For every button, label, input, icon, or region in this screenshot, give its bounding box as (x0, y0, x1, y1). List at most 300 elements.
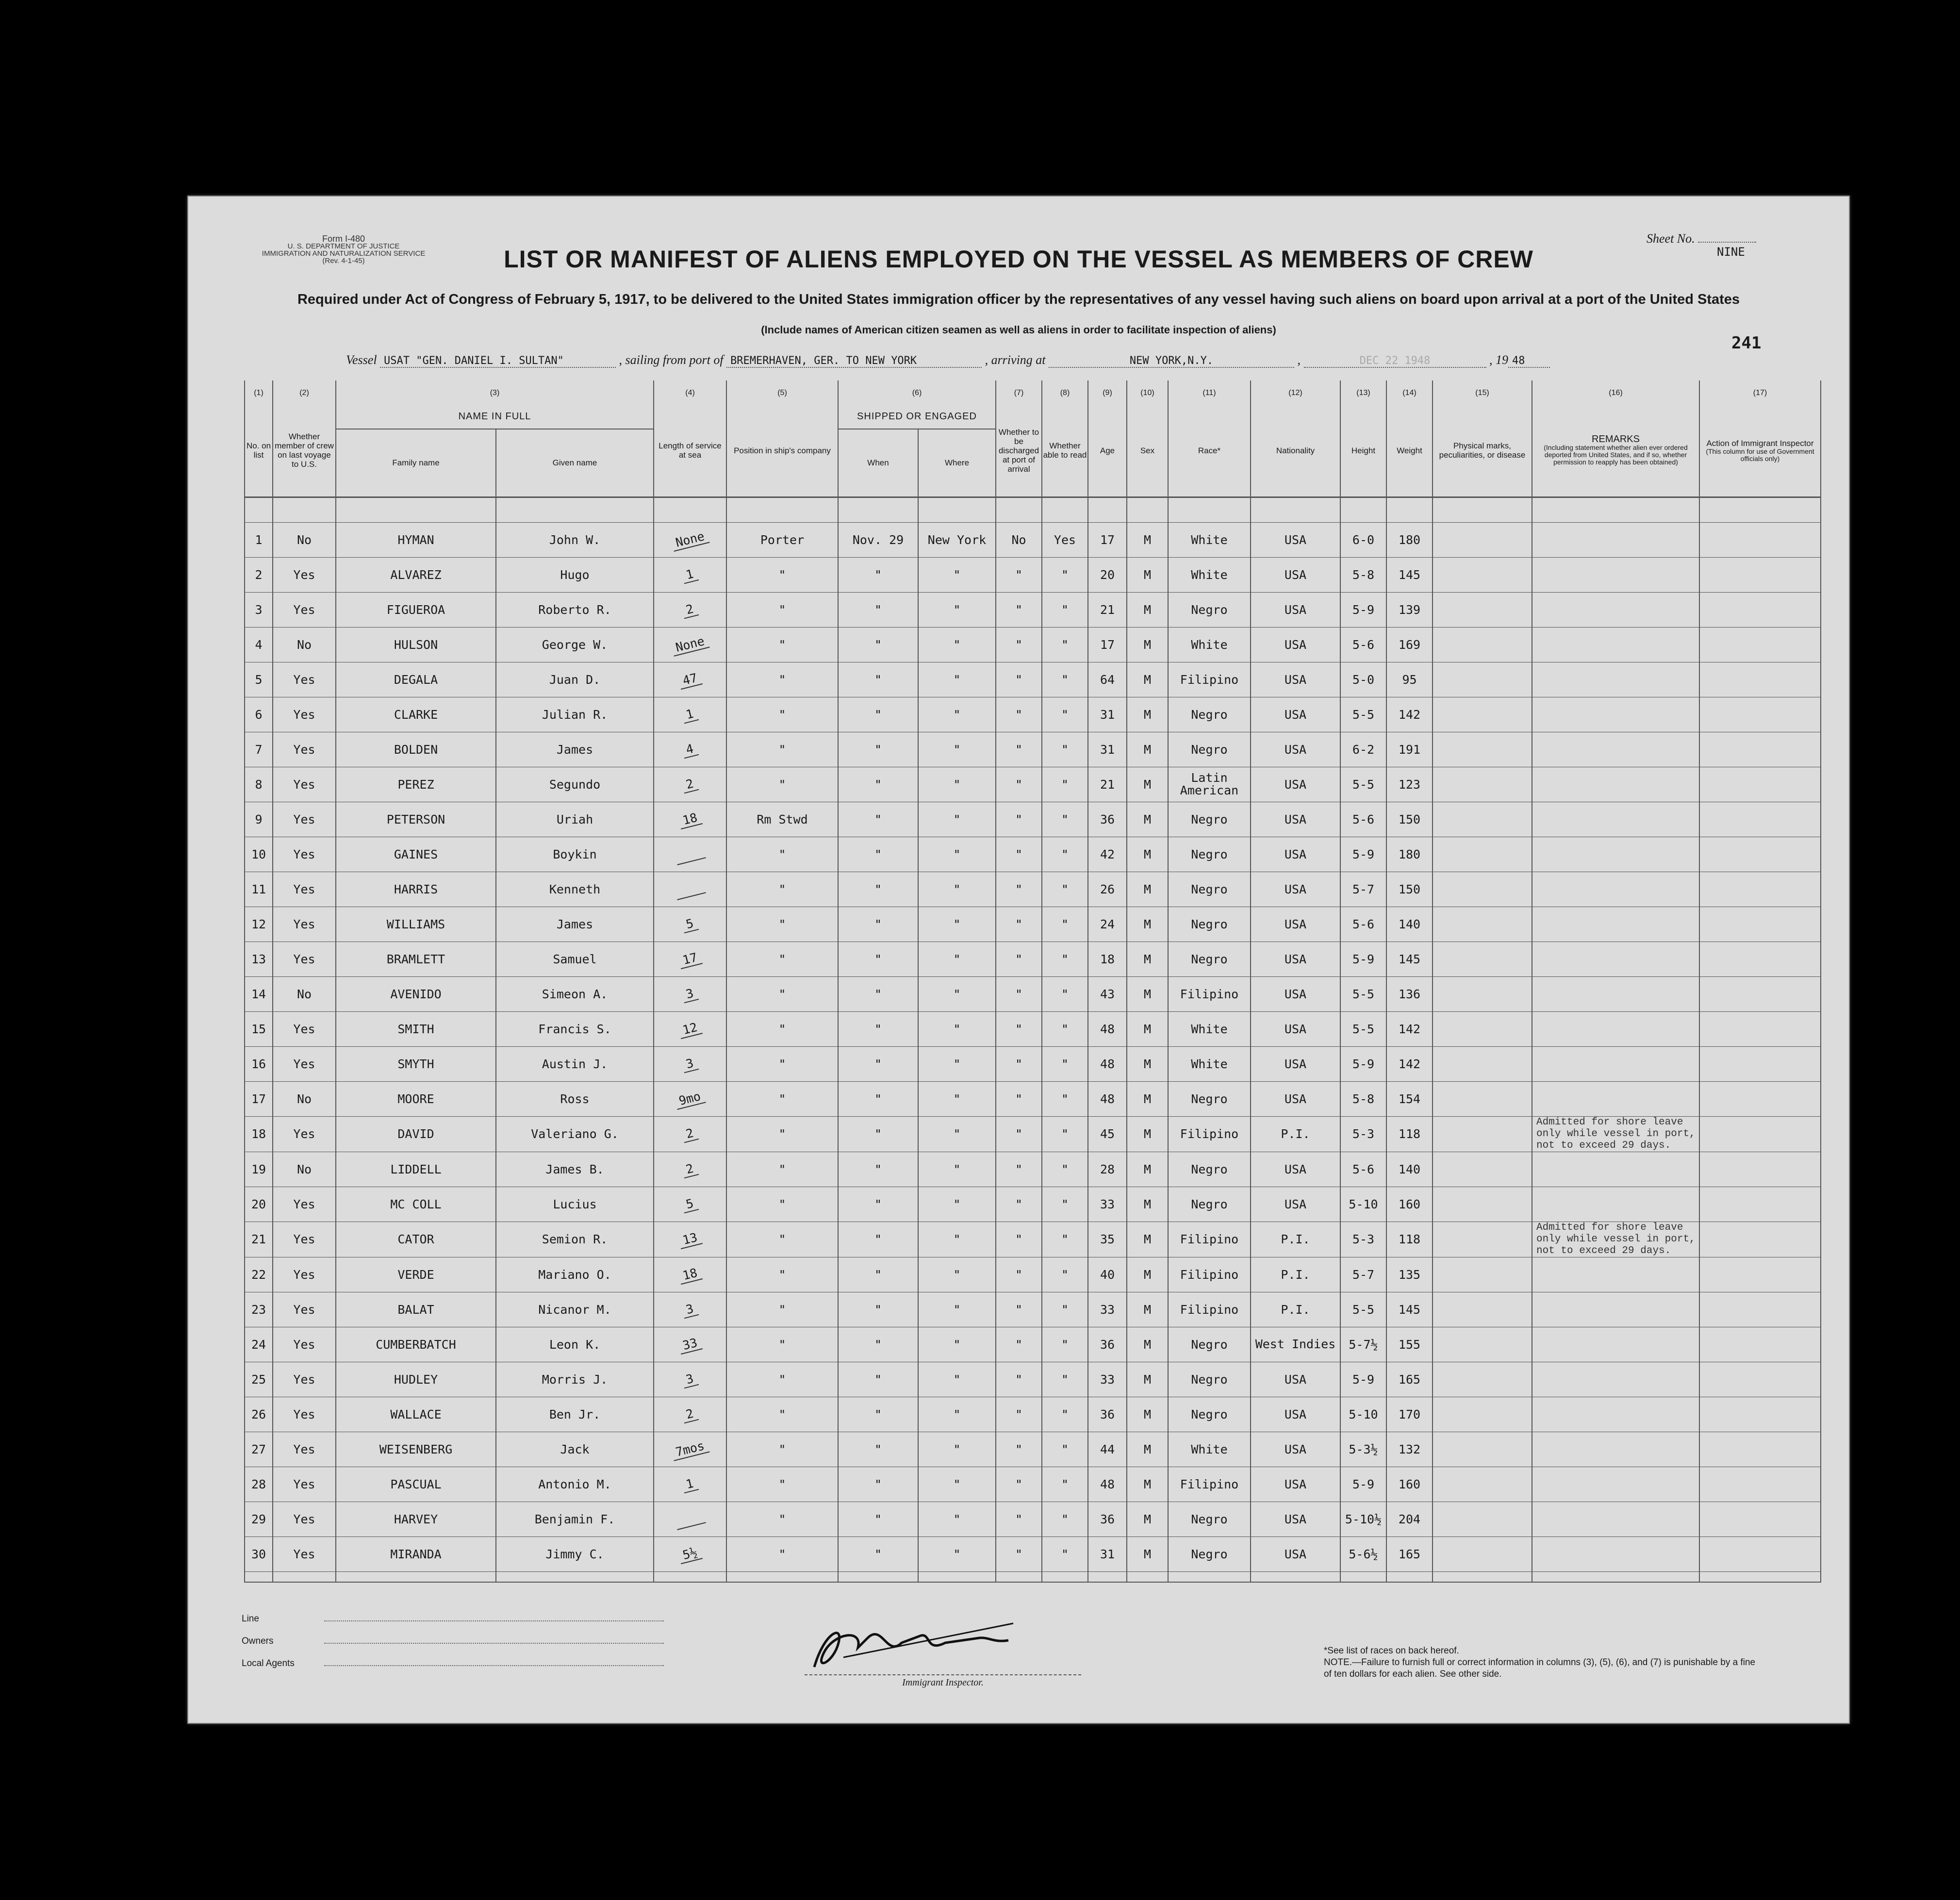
crew-row (245, 1362, 1821, 1397)
cell-no: 3 (245, 592, 273, 627)
cell-weight: 180 (1386, 837, 1433, 872)
cell-action (1699, 557, 1821, 592)
cell-discharged: " (996, 1397, 1042, 1432)
cell-physical (1433, 1046, 1532, 1081)
cell-weight: 145 (1386, 942, 1433, 976)
cell-action (1699, 942, 1821, 976)
cell-no: 6 (245, 697, 273, 732)
crew-row (245, 1011, 1821, 1046)
crew-row (245, 732, 1821, 767)
cell-nationality: P.I. (1251, 1257, 1340, 1292)
races-note: *See list of races on back hereof. (1324, 1646, 1459, 1656)
sheet-number-label: Sheet No. (1647, 231, 1756, 246)
cell-read: " (1042, 942, 1088, 976)
cell-no: 7 (245, 732, 273, 767)
cell-member: Yes (273, 1046, 336, 1081)
cell-physical (1433, 1537, 1532, 1571)
cell-position: " (726, 942, 838, 976)
cell-discharged: " (996, 1011, 1042, 1046)
cell-family: HARRIS (336, 872, 496, 907)
cell-nationality: USA (1251, 1467, 1340, 1502)
cell-nationality: P.I. (1251, 1116, 1340, 1152)
form-revision: (Rev. 4-1-45) (322, 257, 365, 265)
col-num-2: (2) (273, 380, 336, 405)
header-remarks (1532, 405, 1699, 497)
cell-read: " (1042, 1502, 1088, 1537)
cell-remarks (1532, 976, 1699, 1011)
cell-race: White (1168, 1046, 1251, 1081)
cell-nationality: USA (1251, 837, 1340, 872)
cell-member: Yes (273, 1502, 336, 1537)
cell-action (1699, 907, 1821, 942)
cell-position: " (726, 1187, 838, 1222)
cell-position: " (726, 1432, 838, 1467)
crew-row (245, 1537, 1821, 1571)
cell-physical (1433, 627, 1532, 662)
cell-remarks (1532, 802, 1699, 837)
cell-sex: M (1127, 1011, 1168, 1046)
cell-remarks (1532, 837, 1699, 872)
cell-weight: 140 (1386, 907, 1433, 942)
cell-discharged: " (996, 907, 1042, 942)
cell-action (1699, 1502, 1821, 1537)
cell-physical (1433, 1502, 1532, 1537)
cell-discharged: " (996, 767, 1042, 802)
action-title: Action of Immigrant Inspector (1706, 438, 1814, 448)
header-member: Whether member of crew on last voyage to U.S. (273, 405, 336, 497)
cell-weight: 204 (1386, 1502, 1433, 1537)
cell-length: 2 (654, 1152, 726, 1187)
cell-read: " (1042, 1537, 1088, 1571)
stamp-number: 241 (1731, 333, 1762, 353)
cell-when: " (838, 1432, 918, 1467)
crew-row (245, 1467, 1821, 1502)
cell-weight: 142 (1386, 697, 1433, 732)
cell-weight: 165 (1386, 1362, 1433, 1397)
cell-sex: M (1127, 732, 1168, 767)
cell-where: " (918, 942, 996, 976)
cell-family: HUDLEY (336, 1362, 496, 1397)
cell-when: " (838, 1046, 918, 1081)
cell-length (654, 837, 726, 872)
cell-remarks (1532, 942, 1699, 976)
cell-family: PASCUAL (336, 1467, 496, 1502)
cell-race: Negro (1168, 1502, 1251, 1537)
cell-race: Negro (1168, 837, 1251, 872)
cell-length: 3 (654, 976, 726, 1011)
cell-discharged: " (996, 627, 1042, 662)
cell-no: 24 (245, 1327, 273, 1362)
cell-age: 48 (1088, 1046, 1127, 1081)
cell-weight: 150 (1386, 872, 1433, 907)
cell-when: " (838, 732, 918, 767)
cell-height: 6-0 (1340, 522, 1386, 557)
cell-given: Antonio M. (496, 1467, 654, 1502)
cell-physical (1433, 697, 1532, 732)
cell-member: Yes (273, 1327, 336, 1362)
cell-action (1699, 522, 1821, 557)
cell-race: Filipino (1168, 1467, 1251, 1502)
cell-age: 18 (1088, 942, 1127, 976)
cell-sex: M (1127, 837, 1168, 872)
cell-age: 31 (1088, 1537, 1127, 1571)
manifest-sheet (187, 196, 1850, 1724)
cell-length: 5 (654, 907, 726, 942)
cell-action (1699, 627, 1821, 662)
inspector-signature (785, 1614, 1096, 1682)
cell-length: 47 (654, 662, 726, 697)
cell-weight: 180 (1386, 522, 1433, 557)
cell-given: Nicanor M. (496, 1292, 654, 1327)
cell-race: Filipino (1168, 662, 1251, 697)
cell-remarks (1532, 1327, 1699, 1362)
cell-when: " (838, 557, 918, 592)
cell-position: " (726, 1537, 838, 1571)
cell-length: 12 (654, 1011, 726, 1046)
cell-given: Benjamin F. (496, 1502, 654, 1537)
cell-action (1699, 1116, 1821, 1152)
cell-no: 12 (245, 907, 273, 942)
cell-given: James (496, 907, 654, 942)
cell-age: 31 (1088, 697, 1127, 732)
cell-race: White (1168, 627, 1251, 662)
cell-nationality: USA (1251, 976, 1340, 1011)
cell-nationality: USA (1251, 1152, 1340, 1187)
cell-remarks (1532, 1467, 1699, 1502)
cell-weight: 145 (1386, 1292, 1433, 1327)
crew-row (245, 1116, 1821, 1152)
cell-position: " (726, 1502, 838, 1537)
header-height: Height (1340, 405, 1386, 497)
cell-height: 5-6½ (1340, 1537, 1386, 1571)
remark-shore-leave: Admitted for shore leave only while vessel in port, not to exceed 29 days. (1536, 1116, 1696, 1151)
cell-read: " (1042, 1397, 1088, 1432)
cell-discharged: " (996, 1467, 1042, 1502)
cell-member: Yes (273, 1362, 336, 1397)
cell-physical (1433, 1081, 1532, 1116)
cell-action (1699, 1432, 1821, 1467)
cell-sex: M (1127, 976, 1168, 1011)
cell-family: PETERSON (336, 802, 496, 837)
cell-when: " (838, 1397, 918, 1432)
crew-row (245, 802, 1821, 837)
cell-race: Filipino (1168, 976, 1251, 1011)
cell-discharged: " (996, 557, 1042, 592)
cell-physical (1433, 1432, 1532, 1467)
cell-length: None (654, 627, 726, 662)
cell-weight: 150 (1386, 802, 1433, 837)
cell-remarks (1532, 1011, 1699, 1046)
cell-physical (1433, 1397, 1532, 1432)
header-where: Where (918, 429, 996, 497)
cell-position: " (726, 976, 838, 1011)
cell-discharged: " (996, 837, 1042, 872)
cell-weight: 169 (1386, 627, 1433, 662)
cell-length: 17 (654, 942, 726, 976)
cell-no: 2 (245, 557, 273, 592)
remarks-title: REMARKS (1592, 434, 1640, 445)
cell-height: 5-8 (1340, 557, 1386, 592)
cell-where: " (918, 1397, 996, 1432)
cell-discharged: " (996, 592, 1042, 627)
cell-member: Yes (273, 907, 336, 942)
cell-weight: 165 (1386, 1537, 1433, 1571)
cell-length: 7mos (654, 1432, 726, 1467)
cell-where: " (918, 1432, 996, 1467)
cell-nationality: USA (1251, 1502, 1340, 1537)
cell-remarks (1532, 1257, 1699, 1292)
cell-remarks (1532, 1152, 1699, 1187)
cell-when: " (838, 1187, 918, 1222)
cell-age: 28 (1088, 1152, 1127, 1187)
cell-position: " (726, 1467, 838, 1502)
cell-when: " (838, 1362, 918, 1397)
cell-when: " (838, 1152, 918, 1187)
remark-shore-leave: Admitted for shore leave only while vessel in port, not to exceed 29 days. (1536, 1222, 1696, 1256)
crew-row (245, 1081, 1821, 1116)
cell-sex: M (1127, 1432, 1168, 1467)
cell-member: Yes (273, 1257, 336, 1292)
cell-physical (1433, 1222, 1532, 1257)
cell-given: Boykin (496, 837, 654, 872)
cell-discharged: " (996, 942, 1042, 976)
cell-member: Yes (273, 732, 336, 767)
cell-read: " (1042, 1152, 1088, 1187)
cell-given: Juan D. (496, 662, 654, 697)
cell-family: CATOR (336, 1222, 496, 1257)
cell-length: 1 (654, 557, 726, 592)
cell-given: James (496, 732, 654, 767)
cell-length: 2 (654, 767, 726, 802)
cell-when: " (838, 662, 918, 697)
cell-read: " (1042, 767, 1088, 802)
cell-nationality: USA (1251, 1011, 1340, 1046)
cell-physical (1433, 592, 1532, 627)
cell-where: " (918, 802, 996, 837)
cell-weight: 123 (1386, 767, 1433, 802)
cell-physical (1433, 1116, 1532, 1152)
cell-physical (1433, 522, 1532, 557)
col-num-13: (13) (1340, 380, 1386, 405)
vessel-label: Vessel (346, 353, 377, 367)
crew-row (245, 697, 1821, 732)
cell-discharged: " (996, 1116, 1042, 1152)
cell-given: Jack (496, 1432, 654, 1467)
header-nationality: Nationality (1251, 405, 1340, 497)
cell-when: " (838, 907, 918, 942)
include-note: (Include names of American citizen seamen as well as aliens in order to facilitate inspection of aliens) (761, 324, 1276, 336)
cell-member: No (273, 522, 336, 557)
cell-where: New York (918, 522, 996, 557)
cell-no: 28 (245, 1467, 273, 1502)
vessel-name: USAT "GEN. DANIEL I. SULTAN" (380, 355, 616, 368)
cell-when: " (838, 1537, 918, 1571)
cell-sex: M (1127, 627, 1168, 662)
cell-discharged: " (996, 1432, 1042, 1467)
cell-action (1699, 1292, 1821, 1327)
header-length: Length of service at sea (654, 405, 726, 497)
cell-discharged: No (996, 522, 1042, 557)
cell-when: " (838, 1467, 918, 1502)
page-title: LIST OR MANIFEST OF ALIENS EMPLOYED ON THE VESSEL AS MEMBERS OF CREW (504, 246, 1533, 273)
cell-given: Francis S. (496, 1011, 654, 1046)
cell-weight: 135 (1386, 1257, 1433, 1292)
cell-where: " (918, 1327, 996, 1362)
cell-nationality: USA (1251, 1537, 1340, 1571)
col-num-10: (10) (1127, 380, 1168, 405)
cell-discharged: " (996, 1187, 1042, 1222)
crew-row (245, 627, 1821, 662)
cell-no: 1 (245, 522, 273, 557)
cell-weight: 139 (1386, 592, 1433, 627)
cell-age: 48 (1088, 1011, 1127, 1046)
cell-read: " (1042, 1432, 1088, 1467)
cell-height: 5-0 (1340, 662, 1386, 697)
cell-member: Yes (273, 592, 336, 627)
cell-remarks (1532, 1537, 1699, 1571)
cell-race: Negro (1168, 942, 1251, 976)
cell-when: " (838, 1222, 918, 1257)
crew-table (244, 380, 1821, 1583)
col-num-8: (8) (1042, 380, 1088, 405)
from-port: BREMERHAVEN, GER. TO NEW YORK (726, 355, 982, 368)
cell-action (1699, 697, 1821, 732)
cell-member: Yes (273, 662, 336, 697)
cell-nationality: USA (1251, 627, 1340, 662)
cell-given: Julian R. (496, 697, 654, 732)
cell-position: " (726, 837, 838, 872)
cell-family: AVENIDO (336, 976, 496, 1011)
cell-family: WILLIAMS (336, 907, 496, 942)
cell-no: 14 (245, 976, 273, 1011)
cell-race: Latin American (1168, 767, 1251, 802)
cell-height: 5-10½ (1340, 1502, 1386, 1537)
cell-given: Ross (496, 1081, 654, 1116)
cell-physical (1433, 1011, 1532, 1046)
col-num-4: (4) (654, 380, 726, 405)
cell-nationality: USA (1251, 732, 1340, 767)
cell-member: Yes (273, 1397, 336, 1432)
cell-length: 4 (654, 732, 726, 767)
cell-member: Yes (273, 1292, 336, 1327)
cell-nationality: USA (1251, 1081, 1340, 1116)
cell-no: 15 (245, 1011, 273, 1046)
cell-remarks (1532, 1362, 1699, 1397)
cell-when: " (838, 837, 918, 872)
cell-where: " (918, 1537, 996, 1571)
cell-discharged: " (996, 1292, 1042, 1327)
cell-when: " (838, 1116, 918, 1152)
cell-read: " (1042, 1467, 1088, 1502)
cell-height: 5-3 (1340, 1222, 1386, 1257)
arrival-port: NEW YORK,N.Y. (1049, 355, 1294, 368)
crew-rows (245, 497, 1821, 1582)
cell-length: 18 (654, 802, 726, 837)
penalty-note: NOTE.—Failure to furnish full or correct information in columns (3), (5), (6), and (7) is punishable by a fine of ten dollars for each alien. See other side. (1324, 1657, 1756, 1679)
cell-action (1699, 1397, 1821, 1432)
cell-nationality: USA (1251, 697, 1340, 732)
cell-race: White (1168, 557, 1251, 592)
cell-when: Nov. 29 (838, 522, 918, 557)
cell-race: Filipino (1168, 1292, 1251, 1327)
cell-height: 5-5 (1340, 767, 1386, 802)
cell-family: VERDE (336, 1257, 496, 1292)
crew-row (245, 1502, 1821, 1537)
cell-length: 33 (654, 1327, 726, 1362)
cell-read: " (1042, 837, 1088, 872)
cell-where: " (918, 1222, 996, 1257)
cell-discharged: " (996, 732, 1042, 767)
cell-where: " (918, 1467, 996, 1502)
cell-physical (1433, 1257, 1532, 1292)
header-no: No. on list (245, 405, 273, 497)
cell-where: " (918, 627, 996, 662)
cell-height: 5-6 (1340, 627, 1386, 662)
header-discharged: Whether to be discharged at port of arrival (996, 405, 1042, 497)
cell-sex: M (1127, 522, 1168, 557)
crew-row (245, 1257, 1821, 1292)
cell-where: " (918, 837, 996, 872)
cell-discharged: " (996, 1152, 1042, 1187)
cell-nationality: USA (1251, 942, 1340, 976)
cell-when: " (838, 802, 918, 837)
cell-where: " (918, 557, 996, 592)
cell-sex: M (1127, 767, 1168, 802)
cell-remarks (1532, 697, 1699, 732)
cell-action (1699, 732, 1821, 767)
cell-remarks (1532, 1222, 1699, 1257)
cell-weight: 154 (1386, 1081, 1433, 1116)
cell-member: Yes (273, 1467, 336, 1502)
cell-when: " (838, 1081, 918, 1116)
cell-read: " (1042, 1046, 1088, 1081)
cell-no: 16 (245, 1046, 273, 1081)
cell-height: 5-7½ (1340, 1327, 1386, 1362)
cell-no: 25 (245, 1362, 273, 1397)
cell-sex: M (1127, 1187, 1168, 1222)
cell-read: Yes (1042, 522, 1088, 557)
crew-row (245, 662, 1821, 697)
cell-discharged: " (996, 1327, 1042, 1362)
cell-sex: M (1127, 1257, 1168, 1292)
cell-race: Negro (1168, 1537, 1251, 1571)
cell-no: 8 (245, 767, 273, 802)
cell-position: " (726, 1116, 838, 1152)
header-action (1699, 405, 1821, 497)
year-label: 19 (1496, 353, 1509, 367)
crew-row (245, 1152, 1821, 1187)
cell-sex: M (1127, 1152, 1168, 1187)
cell-nationality: USA (1251, 1432, 1340, 1467)
cell-length: 5 (654, 1187, 726, 1222)
header-given: Given name (496, 429, 654, 497)
cell-nationality: USA (1251, 872, 1340, 907)
cell-action (1699, 1152, 1821, 1187)
cell-age: 44 (1088, 1432, 1127, 1467)
cell-no: 10 (245, 837, 273, 872)
cell-sex: M (1127, 697, 1168, 732)
cell-where: " (918, 1257, 996, 1292)
cell-read: " (1042, 1362, 1088, 1397)
cell-weight: 191 (1386, 732, 1433, 767)
cell-family: BOLDEN (336, 732, 496, 767)
cell-height: 5-9 (1340, 1362, 1386, 1397)
cell-position: " (726, 1397, 838, 1432)
cell-remarks (1532, 1081, 1699, 1116)
crew-row (245, 767, 1821, 802)
cell-given: Morris J. (496, 1362, 654, 1397)
crew-row (245, 1187, 1821, 1222)
